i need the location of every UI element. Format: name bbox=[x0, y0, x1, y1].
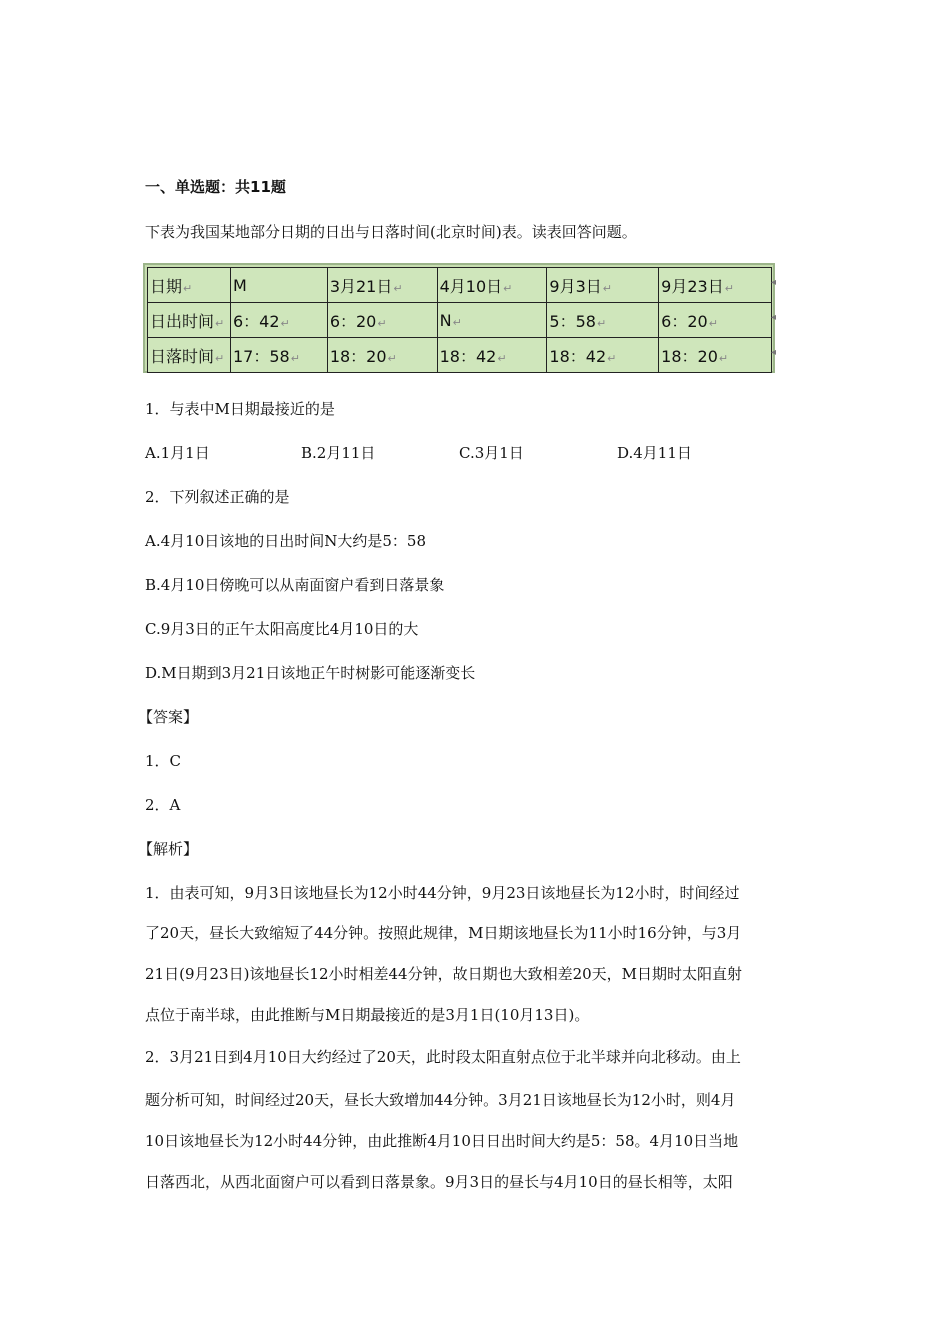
table-cell: 18：20 bbox=[329, 346, 387, 366]
table-cell: 日出时间 bbox=[150, 311, 215, 331]
table-cell: 5：58 bbox=[549, 311, 596, 331]
answer-label: 【答案】 bbox=[138, 708, 199, 726]
table-cell: 18：20 bbox=[661, 346, 718, 366]
analysis-line: 2．3月21日到4月10日大约经过了20天，此时段太阳直射点位于北半球并向北移动。由上 bbox=[145, 1048, 741, 1066]
sun-table-image bbox=[143, 263, 775, 373]
table-cell: M bbox=[232, 275, 247, 295]
analysis-line: 10日该地昼长为12小时44分钟，由此推断4月10日日出时间大约是5：58。4月10日当地 bbox=[145, 1132, 739, 1150]
table-cell: 18：42 bbox=[439, 346, 497, 366]
question-2-stem: 2．下列叙述正确的是 bbox=[145, 488, 290, 506]
question-1-option-d: D.4月11日 bbox=[617, 444, 692, 462]
table-cell: 9月23日 bbox=[661, 276, 724, 296]
sun-times-table bbox=[147, 267, 772, 373]
row-end-mark-icon: ◂ bbox=[771, 312, 777, 323]
table-cell: 9月3日 bbox=[549, 276, 602, 296]
table-cell: 日落时间 bbox=[150, 346, 215, 366]
table-cell: N bbox=[439, 310, 452, 330]
question-2-option-d: D.M日期到3月21日该地正午时树影可能逐渐变长 bbox=[145, 664, 476, 682]
table-cell: 6：20 bbox=[661, 311, 708, 331]
table-row-date: 日期↵ M 3月21日↵ 4月10日↵ 9月3日↵ 9月23日↵ bbox=[148, 268, 772, 303]
analysis-line: 21日(9月23日)该地昼长12小时相差44分钟，故日期也大致相差20天，M日期时太阳直射 bbox=[145, 965, 743, 983]
answer-2: 2．A bbox=[145, 796, 181, 814]
table-row-sunset: 日落时间↵ 17：58↵ 18：20↵ 18：42↵ 18：42↵ 18：20↵ bbox=[148, 338, 772, 373]
analysis-line: 日落西北，从西北面窗户可以看到日落景象。9月3日的昼长与4月10日的昼长相等，太阳 bbox=[145, 1173, 733, 1191]
table-cell: 4月10日 bbox=[439, 276, 503, 296]
question-1-option-a: A.1月1日 bbox=[145, 444, 210, 462]
table-row-sunrise: 日出时间↵ 6：42↵ 6：20↵ N↵ 5：58↵ 6：20↵ bbox=[148, 303, 772, 338]
question-2-option-c: C.9月3日的正午太阳高度比4月10日的大 bbox=[145, 620, 419, 638]
question-1-stem: 1．与表中M日期最接近的是 bbox=[145, 400, 335, 418]
analysis-line: 题分析可知，时间经过20天，昼长大致增加44分钟。3月21日该地昼长为12小时，则4月 bbox=[145, 1091, 736, 1109]
analysis-line: 点位于南半球，由此推断与M日期最接近的是3月1日(10月13日)。 bbox=[145, 1006, 590, 1024]
table-cell: 18：42 bbox=[549, 346, 607, 366]
table-cell: 6：20 bbox=[329, 311, 377, 331]
table-cell: 3月21日 bbox=[329, 276, 393, 296]
row-end-mark-icon: ◂ bbox=[771, 347, 777, 358]
question-2-option-b: B.4月10日傍晚可以从南面窗户看到日落景象 bbox=[145, 576, 445, 594]
question-1-option-b: B.2月11日 bbox=[301, 444, 376, 462]
question-1-option-c: C.3月1日 bbox=[459, 444, 524, 462]
answer-1: 1．C bbox=[145, 752, 182, 770]
table-cell: 6：42 bbox=[232, 311, 280, 331]
table-cell: 17：58 bbox=[232, 346, 290, 366]
section-heading: 一、单选题：共11题 bbox=[145, 178, 286, 196]
analysis-label: 【解析】 bbox=[138, 840, 199, 858]
question-2-option-a: A.4月10日该地的日出时间N大约是5：58 bbox=[145, 532, 426, 550]
analysis-line: 了20天，昼长大致缩短了44分钟。按照此规律，M日期该地昼长为11小时16分钟，与3月 bbox=[145, 924, 742, 942]
table-cell: 日期 bbox=[150, 276, 183, 296]
analysis-line: 1．由表可知，9月3日该地昼长为12小时44分钟，9月23日该地昼长为12小时，时间经过 bbox=[145, 884, 740, 902]
intro-text: 下表为我国某地部分日期的日出与日落时间(北京时间)表。读表回答问题。 bbox=[145, 223, 637, 241]
row-end-mark-icon: ◂ bbox=[771, 277, 777, 288]
